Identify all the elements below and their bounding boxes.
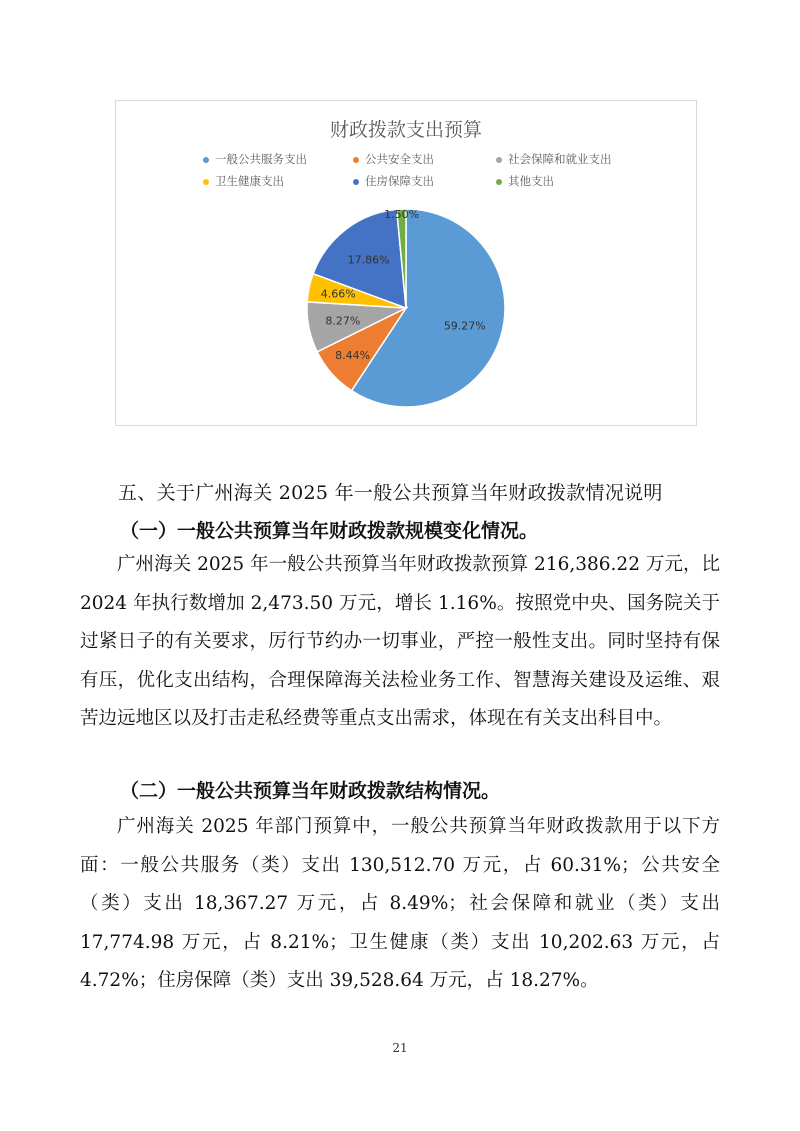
pie-data-label: 8.27% <box>325 314 361 328</box>
legend-label: 公共安全支出 <box>365 152 434 166</box>
legend-label: 一般公共服务支出 <box>215 152 307 166</box>
chart-title: 财政拨款支出预算 <box>329 119 482 141</box>
paragraph-scale: 广州海关 2025 年一般公共预算当年财政拨款预算 216,386.22 万元，比 2024 年执行数增加 2,473.50 万元，增长 1.16%。按照党中央、国务院关于过紧日子的有关要求，厉行节约办一切事业，严控一般性支出。同时坚持有保有压，优化支出结构，合理保障海关法检业务工作、智慧海关建设及运维、艰苦边远地区以及打击走私经费等重点支出需求，体现在有关支出科目中。 <box>80 554 720 729</box>
paragraph-structure: 广州海关 2025 年部门预算中，一般公共预算当年财政拨款用于以下方面：一般公共服务（类）支出 130,512.70 万元，占 60.31%；公共安全（类）支出 18,367.27 万元，占 8.49%；社会保障和就业（类）支出 17,774.98 万元，占 8.21%；卫生健康（类）支出 10,202.63 万元，占 4.72%；住房保障（类）支出 39,528.64 万元，占 18.27%。 <box>80 816 720 991</box>
pie-chart <box>115 100 697 426</box>
pie-data-label: 17.86% <box>347 253 390 267</box>
pie-data-label: 8.44% <box>335 349 371 363</box>
pie-data-label: 4.66% <box>320 287 356 301</box>
sub-heading-structure: （二）一般公共预算当年财政拨款结构情况。 <box>120 780 501 802</box>
section-heading: 五、关于广州海关 2025 年一般公共预算当年财政拨款情况说明 <box>118 482 663 504</box>
legend-label: 其他支出 <box>508 174 554 188</box>
legend-label: 卫生健康支出 <box>215 174 284 188</box>
pie-data-label: 59.27% <box>443 319 486 333</box>
legend-label: 住房保障支出 <box>365 174 434 188</box>
pie-plot <box>116 101 696 425</box>
page-number: 21 <box>392 1041 408 1055</box>
sub-heading-scale: （一）一般公共预算当年财政拨款规模变化情况。 <box>120 520 539 542</box>
pie-data-label: 1.50% <box>384 208 420 222</box>
legend-label: 社会保障和就业支出 <box>508 152 612 166</box>
